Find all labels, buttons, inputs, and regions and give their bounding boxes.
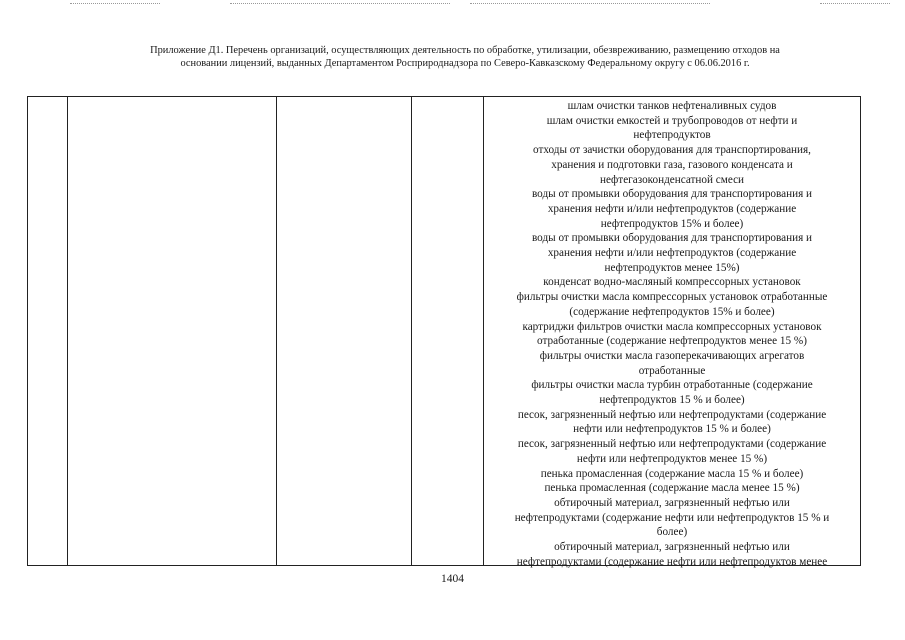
column-divider [411,97,412,565]
scan-artifact [70,3,160,4]
waste-types-cell [483,99,861,570]
waste-type-line: нефтепродуктов 15% и более) [600,217,744,230]
waste-type-line: отработанные (содержание нефтепродуктов менее 15 %) [537,335,807,348]
waste-type-line: (содержание нефтепродуктов 15% и более) [569,305,775,318]
waste-type-line: нефтепродуктов менее 15%) [604,261,740,274]
scan-artifact [230,3,450,4]
waste-type-line: фильтры очистки масла газоперекачивающих агрегатов [539,349,805,362]
waste-type-line: песок, загрязненный нефтью или нефтепродуктами (содержание [517,408,827,421]
waste-type-line: картриджи фильтров очистки масла компрессорных установок [522,320,822,333]
document-header [40,44,890,70]
waste-type-line: нефтепродуктами (содержание нефти или нефтепродуктов 15 % и [514,511,830,524]
scan-artifact [820,3,890,4]
waste-type-line: фильтры очистки масла турбин отработанные (содержание [531,379,813,392]
waste-type-line: пенька промасленная (содержание масла 15 % и более) [540,467,804,480]
header-line-1: Приложение Д1. Перечень организаций, осуществляющих деятельность по обработке, утилизации, обезвреживанию, размещению отходов на [150,45,780,56]
waste-type-line: шлам очистки танков нефтеналивных судов [567,100,777,112]
waste-type-line: нефтепродуктами (содержание нефти или нефтепродуктов менее [516,555,828,568]
waste-type-line: пенька промасленная (содержание масла менее 15 %) [544,482,800,495]
waste-type-line: обтирочный материал, загрязненный нефтью или [554,496,790,509]
waste-type-line: конденсат водно-масляный компрессорных установок [543,276,801,289]
waste-type-line: нефтепродуктов [633,129,711,142]
waste-type-line: фильтры очистки масла компрессорных установок отработанные [516,291,828,304]
waste-type-line: воды от промывки оборудования для транспортирования и [531,188,813,201]
page-number: 1404 [441,573,464,585]
waste-type-line: шлам очистки емкостей и трубопроводов от нефти и [546,114,798,127]
column-divider [67,97,68,565]
waste-type-line: нефтегазоконденсатной смеси [599,173,745,186]
organizations-table [27,96,861,566]
waste-type-line: хранения нефти и/или нефтепродуктов (содержание [547,202,797,215]
waste-type-line: нефти или нефтепродуктов менее 15 %) [576,452,768,465]
waste-type-line: отходы от зачистки оборудования для транспортирования, [533,144,811,157]
waste-type-line: нефти или нефтепродуктов 15 % и более) [573,423,771,436]
waste-type-line: более) [656,526,688,539]
header-line-2: основании лицензий, выданных Департаментом Росприроднадзора по Северо-Кавказскому Федеральному округу с 06.06.2016 г. [180,58,750,69]
waste-type-line: хранения и подготовки газа, газового конденсата и [551,158,793,171]
scan-artifact [470,3,710,4]
waste-type-line: отработанные [638,364,706,377]
column-divider [276,97,277,565]
waste-type-line: песок, загрязненный нефтью или нефтепродуктами (содержание [517,438,827,451]
waste-type-line: нефтепродуктов 15 % и более) [599,394,745,407]
waste-type-line: воды от промывки оборудования для транспортирования и [531,232,813,245]
waste-type-line: обтирочный материал, загрязненный нефтью или [554,541,790,554]
waste-type-line: хранения нефти и/или нефтепродуктов (содержание [547,247,797,260]
